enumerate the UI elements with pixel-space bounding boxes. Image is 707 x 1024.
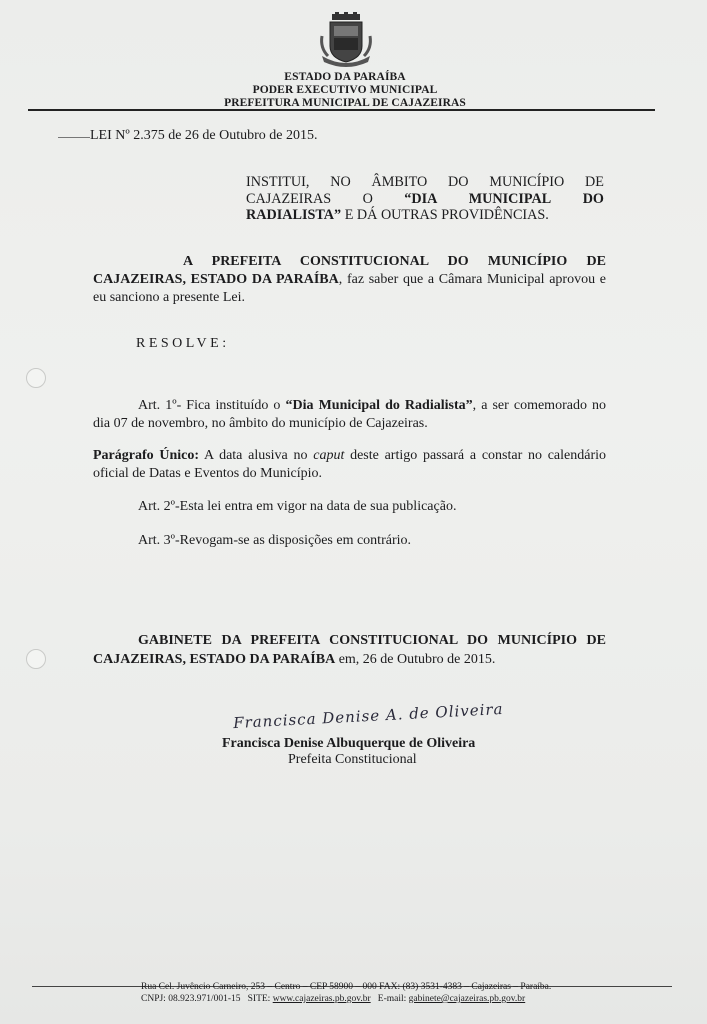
footer-address: Rua Cel. Juvêncio Carneiro, 253 – Centro – CEP 58900 – 000 FAX: (83) 3531-4383 – Cajazeiras – Paraíba. <box>141 982 552 992</box>
preamble: A PREFEITA CONSTITUCIONAL DO MUNICÍPIO DE CAJAZEIRAS, ESTADO DA PARAÍBA, faz saber que a Câmara Municipal aprovou e eu sanciono a presente Lei. <box>93 254 606 305</box>
header-state: ESTADO DA PARAÍBA <box>284 71 406 83</box>
paragrafo-unico: Parágrafo Único: A data alusiva no caput deste artigo passará a constar no calendário oficial de Datas e Eventos do Município. <box>93 448 607 481</box>
law-title: LEI Nº 2.375 de 26 de Outubro de 2015. <box>90 128 318 143</box>
resolve-heading: RESOLVE: <box>136 336 230 351</box>
signatory-name: Francisca Denise Albuquerque de Oliveira <box>222 736 476 751</box>
email-link[interactable]: gabinete@cajazeiras.pb.gov.br <box>408 994 526 1004</box>
ementa-row-1: INSTITUI, NO ÂMBITO DO MUNICÍPIO DE <box>246 174 604 190</box>
signatory-role: Prefeita Constitucional <box>288 752 417 767</box>
article-2: Art. 2º-Esta lei entra em vigor na data de sua publicação. <box>138 499 457 514</box>
article-3: Art. 3º-Revogam-se as disposições em contrário. <box>138 533 411 548</box>
footer-contact: CNPJ: 08.923.971/001-15 SITE: www.cajazeiras.pb.gov.br E-mail: gabinete@cajazeiras.pb.gov.br <box>141 994 526 1004</box>
ementa-row-3: RADIALISTA” E DÁ OUTRAS PROVIDÊNCIAS. <box>246 207 549 223</box>
coat-of-arms-icon <box>318 12 374 70</box>
header-prefeitura: PREFEITURA MUNICIPAL DE CAJAZEIRAS <box>224 97 466 109</box>
closing-statement: GABINETE DA PREFEITA CONSTITUCIONAL DO MUNICÍPIO DE CAJAZEIRAS, ESTADO DA PARAÍBA em, 26 de Outubro de 2015. <box>93 633 606 667</box>
punch-hole-top <box>26 368 46 388</box>
ementa <box>246 174 604 224</box>
article-1: Art. 1º- Fica instituído o “Dia Municipal do Radialista”, a ser comemorado no dia 07 de novembro, no âmbito do município de Cajazeiras. <box>93 398 607 431</box>
title-lead-line <box>58 137 90 138</box>
punch-hole-bottom <box>26 649 46 669</box>
header-power: PODER EXECUTIVO MUNICIPAL <box>252 84 438 96</box>
ementa-row-2: CAJAZEIRAS O “DIA MUNICIPAL DO <box>246 190 604 207</box>
website-link[interactable]: www.cajazeiras.pb.gov.br <box>272 994 371 1004</box>
handwritten-signature: Francisca Denise A. de Oliveira <box>232 699 504 733</box>
header-divider <box>28 109 655 111</box>
